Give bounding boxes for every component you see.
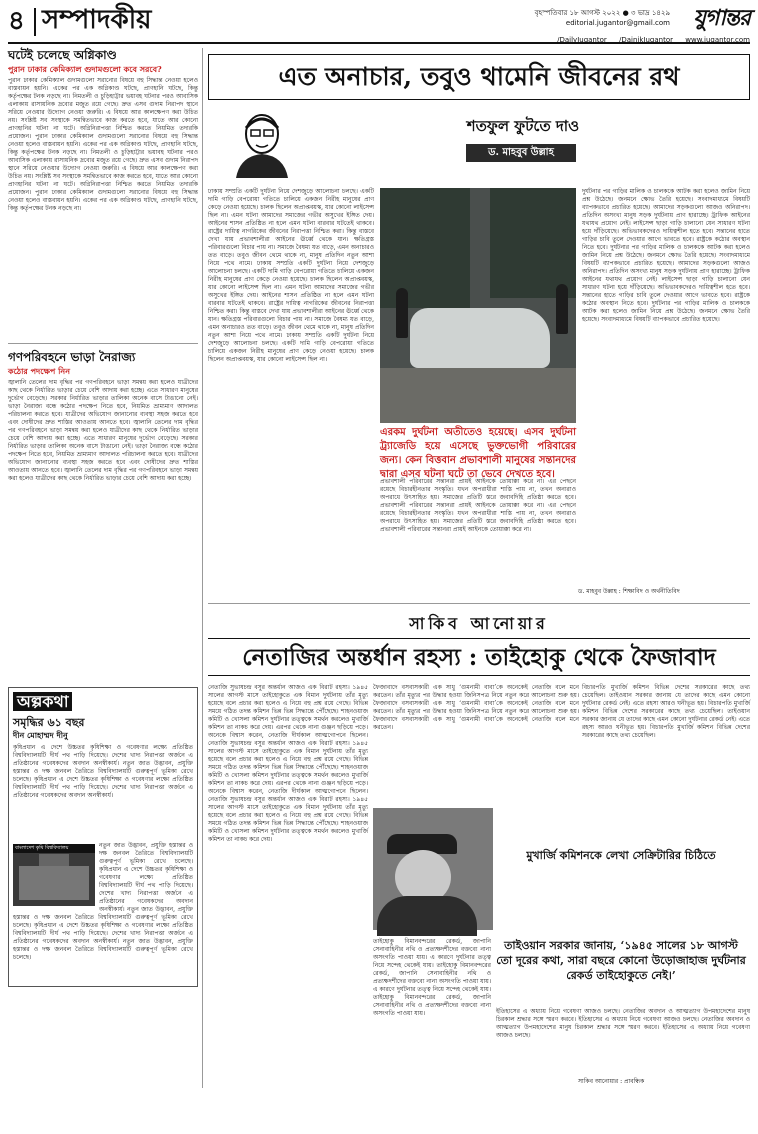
feature-headline: সমৃদ্ধির ৬১ বছর — [13, 716, 85, 729]
editorial-1-subtitle: পুরান ঢাকার কেমিক্যাল গুদামগুলো কবে সরবে? — [8, 64, 162, 74]
social-links — [8, 36, 750, 45]
article-2-column-2-top: ফৈজাবাদে বসবাসকারী এক সাধু ‘গুমনামী বাবা’কে অনেকেই নেতাজি বলে মনে করতেন। তাঁর মৃত্যুর পর উদ্ধার হওয়া জিনিসপত্র নিয়ে নতুন করে আলোচনা শুরু হয়। ফৈজাবাদে বসবাসকারী এক সাধু ‘গুমনামী বাবা’কে অনেকেই নেতাজি বলে মনে করতেন। তাঁর মৃত্যুর পর উদ্ধার হওয়া জিনিসপত্র নিয়ে নতুন করে আলোচনা শুরু হয়। ফৈজাবাদে বসবাসকারী এক সাধু ‘গুমনামী বাবা’কে অনেকেই নেতাজি বলে মনে করতেন। — [373, 684, 579, 731]
damaged-car-shape — [410, 308, 550, 368]
building-shape — [19, 866, 89, 900]
feature-box-title — [13, 692, 193, 712]
accident-photo — [380, 188, 576, 423]
article-1-column-2: প্রভাবশালী পরিবারের সন্তানরা প্রায়ই আইনকে তোয়াক্কা করে না। এর পেছনে রয়েছে বিচারহীনতার সংস্কৃতি। যখন অপরাধীরা শাস্তি পায় না, তখন অন্যরাও অপরাধে উৎসাহিত হয়। সমাজের প্রতিটি স্তরে জবাবদিহি প্রতিষ্ঠা করতে হবে। প্রভাবশালী পরিবারের সন্তানরা প্রায়ই আইনকে তোয়াক্কা করে না। এর পেছনে রয়েছে বিচারহীনতার সংস্কৃতি। যখন অপরাধীরা শাস্তি পায় না, তখন অন্যরাও অপরাধে উৎসাহিত হয়। সমাজের প্রতিটি স্তরে জবাবদিহি প্রতিষ্ঠা করতে হবে। প্রভাবশালী পরিবারের সন্তানরা প্রায়ই আইনকে তোয়াক্কা করে না। — [380, 478, 576, 533]
article-separator — [208, 603, 750, 604]
date-line: বৃহস্পতিবার ১৮ আগস্ট ২০২২ ● ৩ ভাদ্র ১৪২৯ — [534, 9, 670, 17]
second-pull-quote: তাইওয়ান সরকার জানায়, ‘১৯৪৫ সালের ১৮ আগস্ট তো দূরের কথা, সারা বছরে কোনো উড়োজাহাজ দুর্ঘটনার রেকর্ড তাইহোকুতে নেই।’ — [496, 939, 746, 982]
feature-box-title-text: অল্পকথা — [13, 692, 72, 711]
feature-body-1: কৃষিপ্রধান এ দেশে উচ্চতর কৃষিশিক্ষা ও গবেষণার লক্ষ্যে প্রতিষ্ঠিত বিশ্ববিদ্যালয়টি দীর্ঘ পথ পাড়ি দিয়েছে। দেশের খাদ্য নিরাপত্তা অর্জনে এ প্রতিষ্ঠানের গবেষকদের অবদান অনস্বীকার্য। নতুন জাত উদ্ভাবন, প্রযুক্তি হস্তান্তর ও দক্ষ জনবল তৈরিতে বিশ্ববিদ্যালয়টি গুরুত্বপূর্ণ ভূমিকা রেখে চলেছে। কৃষিপ্রধান এ দেশে উচ্চতর কৃষিশিক্ষা ও গবেষণার লক্ষ্যে প্রতিষ্ঠিত বিশ্ববিদ্যালয়টি দীর্ঘ পথ পাড়ি দিয়েছে। দেশের খাদ্য নিরাপত্তা অর্জনে এ প্রতিষ্ঠানের গবেষকদের অবদান অনস্বীকার্য। — [13, 744, 193, 799]
article-2-column-2-bottom: তাইহোকু বিমানবন্দরের রেকর্ড, জাপানি সেনাবাহিনীর নথি ও প্রত্যক্ষদর্শীদের বক্তব্যে নানা অসংগতি পাওয়া যায়। এ কারণে দুর্ঘটনার তত্ত্ব নিয়ে সন্দেহ থেকেই যায়। তাইহোকু বিমানবন্দরের রেকর্ড, জাপানি সেনাবাহিনীর নথি ও প্রত্যক্ষদর্শীদের বক্তব্যে নানা অসংগতি পাওয়া যায়। এ কারণে দুর্ঘটনার তত্ত্ব নিয়ে সন্দেহ থেকেই যায়। তাইহোকু বিমানবন্দরের রেকর্ড, জাপানি সেনাবাহিনীর নথি ও প্রত্যক্ষদর্শীদের বক্তব্যে নানা অসংগতি পাওয়া যায়। — [373, 938, 491, 1017]
author-name-tag: ড. মাহবুব উল্লাহ — [466, 144, 576, 162]
university-photo — [13, 844, 95, 906]
article-2-column-3-bottom: ইতিহাসের এ অধ্যায় নিয়ে গবেষণা আজও চলছে। নেতাজির অবদান ও আত্মত্যাগ উপমহাদেশের মানুষ চিরকাল শ্রদ্ধার সঙ্গে স্মরণ করবে। ইতিহাসের এ অধ্যায় নিয়ে গবেষণা আজও চলছে। নেতাজির অবদান ও আত্মত্যাগ উপমহাদেশের মানুষ চিরকাল শ্রদ্ধার সঙ্গে স্মরণ করবে। ইতিহাসের এ অধ্যায় নিয়ে গবেষণা আজও চলছে। — [496, 1008, 750, 1039]
feature-body-2: নতুন জাত উদ্ভাবন, প্রযুক্তি হস্তান্তর ও দক্ষ জনবল তৈরিতে বিশ্ববিদ্যালয়টি গুরুত্বপূর্ণ ভূমিকা রেখে চলেছে। কৃষিপ্রধান এ দেশে উচ্চতর কৃষিশিক্ষা ও গবেষণার লক্ষ্যে প্রতিষ্ঠিত বিশ্ববিদ্যালয়টি দীর্ঘ পথ পাড়ি দিয়েছে। দেশের খাদ্য নিরাপত্তা অর্জনে এ প্রতিষ্ঠানের গবেষকদের অবদান অনস্বীকার্য। নতুন জাত উদ্ভাবন, প্রযুক্তি হস্তান্তর ও দক্ষ জনবল তৈরিতে বিশ্ববিদ্যালয়টি গুরুত্বপূর্ণ ভূমিকা রেখে চলেছে। কৃষিপ্রধান এ দেশে উচ্চতর কৃষিশিক্ষা ও গবেষণার লক্ষ্যে প্রতিষ্ঠিত বিশ্ববিদ্যালয়টি দীর্ঘ পথ পাড়ি দিয়েছে। দেশের খাদ্য নিরাপত্তা অর্জনে এ প্রতিষ্ঠানের গবেষকদের অবদান অনস্বীকার্য। নতুন জাত উদ্ভাবন, প্রযুক্তি হস্তান্তর ও দক্ষ জনবল তৈরিতে বিশ্ববিদ্যালয়টি গুরুত্বপূর্ণ ভূমিকা রেখে চলেছে। — [13, 842, 193, 961]
editorial-2-title: গণপরিবহনে ভাড়া নৈরাজ্য — [8, 350, 136, 364]
facebook-link[interactable]: /DailyJugantor — [557, 36, 607, 44]
main-article-signoff: ড. মাহবুব উল্লাহ : শিক্ষাবিদ ও অর্থনীতিবিদ — [578, 588, 680, 595]
newspaper-logo: যুগান্তর — [693, 5, 750, 31]
feature-box — [8, 687, 198, 987]
second-article-signoff: সাকিব আনোয়ার : প্রাবন্ধিক — [578, 1078, 645, 1085]
editorial-email[interactable]: editorial.jugantor@gmail.com — [565, 19, 670, 27]
header-meta — [535, 8, 670, 28]
article-2-column-3-top: বিচারপতি মুখার্জি কমিশন বিভিন্ন দেশের সরকারের কাছে তথ্য চেয়েছিল। তাইওয়ান সরকার জানায় যে তাদের কাছে এমন কোনো দুর্ঘটনার রেকর্ড নেই। এতে রহস্য আরও ঘনীভূত হয়। বিচারপতি মুখার্জি কমিশন বিভিন্ন দেশের সরকারের কাছে তথ্য চেয়েছিল। তাইওয়ান সরকার জানায় যে তাদের কাছে এমন কোনো দুর্ঘটনার রেকর্ড নেই। এতে রহস্য আরও ঘনীভূত হয়। বিচারপতি মুখার্জি কমিশন বিভিন্ন দেশের সরকারের কাছে তথ্য চেয়েছিল। — [582, 684, 750, 739]
twitter-link[interactable]: /DainikJugantor — [619, 36, 674, 44]
column-name: শতফুল ফুটতে দাও — [466, 117, 580, 135]
second-quote-intro: মুখার্জি কমিশনকে লেখা সেক্রিটারির চিঠিতে — [526, 849, 716, 862]
column-rule — [8, 343, 198, 344]
section-divider — [34, 8, 36, 36]
second-article-headline: নেতাজির অন্তর্ধান রহস্য : তাইহোকু থেকে ফৈজাবাদ — [208, 638, 750, 676]
photo-coat-shape — [377, 896, 477, 936]
feature-author: দীন মোহাম্মদ দীনু — [13, 730, 68, 740]
column-separator — [202, 48, 203, 1088]
section-title: সম্পাদকীয় — [42, 5, 152, 35]
photo-ground — [380, 368, 576, 423]
article-1-column-1: ঢাকায় সম্প্রতি একটি দুর্ঘটনা নিয়ে দেশজুড়ে আলোচনা চলছে। একটি দামি গাড়ি বেপরোয়া গতিতে চালিয়ে একজন নিরীহ মানুষের প্রাণ কেড়ে নেওয়া হয়েছে। চালক ছিলেন অপ্রাপ্তবয়স্ক, যার কোনো লাইসেন্স ছিল না। এমন ঘটনা আমাদের সমাজের গভীর অসুখের ইঙ্গিত দেয়। আইনের শাসন প্রতিষ্ঠিত না হলে এমন ঘটনা বারবার ঘটতেই থাকবে। রাষ্ট্রের দায়িত্ব নাগরিকের জীবনের নিরাপত্তা নিশ্চিত করা। কিন্তু বাস্তবে দেখা যায় প্রভাবশালীরা আইনের ঊর্ধ্বে থেকে যান। ক্ষতিগ্রস্ত পরিবারগুলো বিচার পায় না। সমাজে বৈষম্য যত বাড়ে, এমন অনাচারও তত বাড়ে। তবুও জীবন থেমে থাকে না, মানুষ প্রতিদিন নতুন আশা নিয়ে পথে নামে। ঢাকায় সম্প্রতি একটি দুর্ঘটনা নিয়ে দেশজুড়ে আলোচনা চলছে। একটি দামি গাড়ি বেপরোয়া গতিতে চালিয়ে একজন নিরীহ মানুষের প্রাণ কেড়ে নেওয়া হয়েছে। চালক ছিলেন অপ্রাপ্তবয়স্ক, যার কোনো লাইসেন্স ছিল না। এমন ঘটনা আমাদের সমাজের গভীর অসুখের ইঙ্গিত দেয়। আইনের শাসন প্রতিষ্ঠিত না হলে এমন ঘটনা বারবার ঘটতেই থাকবে। রাষ্ট্রের দায়িত্ব নাগরিকের জীবনের নিরাপত্তা নিশ্চিত করা। কিন্তু বাস্তবে দেখা যায় প্রভাবশালীরা আইনের ঊর্ধ্বে থেকে যান। ক্ষতিগ্রস্ত পরিবারগুলো বিচার পায় না। সমাজে বৈষম্য যত বাড়ে, এমন অনাচারও তত বাড়ে। তবুও জীবন থেমে থাকে না, মানুষ প্রতিদিন নতুন আশা নিয়ে পথে নামে। ঢাকায় সম্প্রতি একটি দুর্ঘটনা নিয়ে দেশজুড়ে আলোচনা চলছে। একটি দামি গাড়ি বেপরোয়া গতিতে চালিয়ে একজন নিরীহ মানুষের প্রাণ কেড়ে নেওয়া হয়েছে। চালক ছিলেন অপ্রাপ্তবয়স্ক, যার কোনো লাইসেন্স ছিল না। — [208, 188, 375, 363]
editorial-1-title: ঘটেই চলেছে অগ্নিকাণ্ড — [8, 48, 117, 62]
page-number: ৪ — [8, 6, 25, 36]
editorial-2-subtitle: কঠোর পদক্ষেপ নিন — [8, 366, 70, 376]
main-headline: এত অনাচার, তবুও থামেনি জীবনের রথ — [208, 54, 750, 100]
author-portrait — [230, 108, 294, 178]
website-link[interactable]: www.jugantor.com — [685, 36, 750, 44]
second-article-writer: সাকিব আনোয়ার — [409, 614, 549, 633]
editorial-1-body: পুরান ঢাকার কেমিক্যাল গুদামগুলো সরানোর বিষয়ে বহু সিদ্ধান্ত নেওয়া হলেও বাস্তবায়ন হয়নি। একের পর এক অগ্নিকাণ্ড ঘটছে, প্রাণহানি ঘটছে, কিন্তু কর্তৃপক্ষের টনক নড়ছে না। নিমতলী ও চুড়িহাট্টার ভয়াবহ ঘটনার পরও আবাসিক এলাকায় রাসায়নিক দ্রব্যের মজুত রয়ে গেছে। দ্রুত এসব গুদাম নিরাপদ স্থানে সরিয়ে নেওয়ার উদ্যোগ নেওয়া জরুরি। এ বিষয়ে আর কালক্ষেপণ করা উচিত নয়। সংশ্লিষ্ট সব সংস্থাকে সমন্বিতভাবে কাজ করতে হবে, যাতে আর কোনো প্রাণহানির ঘটনা না ঘটে। অগ্নিনিরাপত্তা নিশ্চিত করতে নিয়মিত তদারকি প্রয়োজন। পুরান ঢাকার কেমিক্যাল গুদামগুলো সরানোর বিষয়ে বহু সিদ্ধান্ত নেওয়া হলেও বাস্তবায়ন হয়নি। একের পর এক অগ্নিকাণ্ড ঘটছে, প্রাণহানি ঘটছে, কিন্তু কর্তৃপক্ষের টনক নড়ছে না। নিমতলী ও চুড়িহাট্টার ভয়াবহ ঘটনার পরও আবাসিক এলাকায় রাসায়নিক দ্রব্যের মজুত রয়ে গেছে। দ্রুত এসব গুদাম নিরাপদ স্থানে সরিয়ে নেওয়ার উদ্যোগ নেওয়া জরুরি। এ বিষয়ে আর কালক্ষেপণ করা উচিত নয়। সংশ্লিষ্ট সব সংস্থাকে সমন্বিতভাবে কাজ করতে হবে, যাতে আর কোনো প্রাণহানির ঘটনা না ঘটে। অগ্নিনিরাপত্তা নিশ্চিত করতে নিয়মিত তদারকি প্রয়োজন। পুরান ঢাকার কেমিক্যাল গুদামগুলো সরানোর বিষয়ে বহু সিদ্ধান্ত নেওয়া হলেও বাস্তবায়ন হয়নি। একের পর এক অগ্নিকাণ্ড ঘটছে, প্রাণহানি ঘটছে, কিন্তু কর্তৃপক্ষের টনক নড়ছে না। — [8, 77, 199, 212]
editorial-2-body: জ্বালানি তেলের দাম বৃদ্ধির পর গণপরিবহনে ভাড়া সমন্বয় করা হলেও যাত্রীদের কাছ থেকে নির্ধারিত ভাড়ার চেয়ে বেশি আদায় করা হচ্ছে। এতে সাধারণ মানুষের দুর্ভোগ বেড়েছে। সরকার নির্ধারিত ভাড়ার তালিকা অনেক বাসে টাঙানো নেই। ভাড়া নৈরাজ্য বন্ধে কঠোর পদক্ষেপ নিতে হবে, নিয়মিত ভ্রাম্যমাণ আদালত পরিচালনা করতে হবে। যাত্রীদের অভিযোগ জানানোর ব্যবস্থা সহজ করতে হবে এবং দোষীদের দ্রুত শাস্তির আওতায় আনতে হবে। জ্বালানি তেলের দাম বৃদ্ধির পর গণপরিবহনে ভাড়া সমন্বয় করা হলেও যাত্রীদের কাছ থেকে নির্ধারিত ভাড়ার চেয়ে বেশি আদায় করা হচ্ছে। এতে সাধারণ মানুষের দুর্ভোগ বেড়েছে। সরকার নির্ধারিত ভাড়ার তালিকা অনেক বাসে টাঙানো নেই। ভাড়া নৈরাজ্য বন্ধে কঠোর পদক্ষেপ নিতে হবে, নিয়মিত ভ্রাম্যমাণ আদালত পরিচালনা করতে হবে। যাত্রীদের অভিযোগ জানানোর ব্যবস্থা সহজ করতে হবে এবং দোষীদের দ্রুত শাস্তির আওতায় আনতে হবে। জ্বালানি তেলের দাম বৃদ্ধির পর গণপরিবহনে ভাড়া সমন্বয় করা হলেও যাত্রীদের কাছ থেকে নির্ধারিত ভাড়ার চেয়ে বেশি আদায় করা হচ্ছে। — [8, 379, 198, 482]
university-photo-caption: বাংলাদেশ কৃষি বিশ্ববিদ্যালয় — [13, 844, 95, 853]
netaji-photo — [373, 808, 493, 930]
left-column — [8, 48, 198, 1088]
main-pull-quote: এরকম দুর্ঘটনা অতীতেও হয়েছে। এসব দুর্ঘটনা ট্র্যাজেডি হয়ে এসেছে ভুক্তভোগী পরিবারের জন্য। কেন বিত্তবান প্রভাবশালী মানুষের সন্তানদের দ্বারা এসব ঘটনা ঘটে তা ভেবে দেখতে হবে। — [380, 427, 576, 480]
article-1-column-3: দুর্ঘটনার পর গাড়ির মালিক ও চালককে আটক করা হলেও জামিন নিয়ে প্রশ্ন উঠেছে। জনমনে ক্ষোভ তৈরি হয়েছে। সংবাদমাধ্যমে বিষয়টি ব্যাপকভাবে প্রচারিত হয়েছে। আমাদের সড়কগুলো আজও অনিরাপদ। প্রতিদিন অসংখ্য মানুষ সড়ক দুর্ঘটনায় প্রাণ হারাচ্ছে। ট্রাফিক আইনের যথাযথ প্রয়োগ নেই। লাইসেন্স ছাড়া গাড়ি চালানো যেন সাধারণ ঘটনা হয়ে দাঁড়িয়েছে। অভিভাবকদেরও দায়িত্বশীল হতে হবে। সন্তানের হাতে গাড়ির চাবি তুলে দেওয়ার আগে ভাবতে হবে। রাষ্ট্রকে কঠোর অবস্থান নিতে হবে। দুর্ঘটনার পর গাড়ির মালিক ও চালককে আটক করা হলেও জামিন নিয়ে প্রশ্ন উঠেছে। জনমনে ক্ষোভ তৈরি হয়েছে। সংবাদমাধ্যমে বিষয়টি ব্যাপকভাবে প্রচারিত হয়েছে। আমাদের সড়কগুলো আজও অনিরাপদ। প্রতিদিন অসংখ্য মানুষ সড়ক দুর্ঘটনায় প্রাণ হারাচ্ছে। ট্রাফিক আইনের যথাযথ প্রয়োগ নেই। লাইসেন্স ছাড়া গাড়ি চালানো যেন সাধারণ ঘটনা হয়ে দাঁড়িয়েছে। অভিভাবকদেরও দায়িত্বশীল হতে হবে। সন্তানের হাতে গাড়ির চাবি তুলে দেওয়ার আগে ভাবতে হবে। রাষ্ট্রকে কঠোর অবস্থান নিতে হবে। দুর্ঘটনার পর গাড়ির মালিক ও চালককে আটক করা হলেও জামিন নিয়ে প্রশ্ন উঠেছে। জনমনে ক্ষোভ তৈরি হয়েছে। সংবাদমাধ্যমে বিষয়টি ব্যাপকভাবে প্রচারিত হয়েছে। — [582, 188, 750, 323]
article-2-column-1: নেতাজি সুভাষচন্দ্র বসুর অন্তর্ধান আজও এক বিরাট রহস্য। ১৯৪৫ সালের আগস্ট মাসে তাইহোকুতে এক বিমান দুর্ঘটনায় তাঁর মৃত্যু হয়েছে বলে প্রচার করা হলেও এ নিয়ে বহু প্রশ্ন রয়ে গেছে। বিভিন্ন সময়ে গঠিত তদন্ত কমিশন ভিন্ন ভিন্ন সিদ্ধান্তে পৌঁছেছে। শাহনওয়াজ কমিটি ও খোসলা কমিশন দুর্ঘটনার তত্ত্বকে সমর্থন করলেও মুখার্জি কমিশন তা নাকচ করে দেয়। এরপর থেকে নানা গুঞ্জন ছড়িয়ে পড়ে। অনেকে বিশ্বাস করেন, নেতাজি দীর্ঘকাল আত্মগোপনে ছিলেন। নেতাজি সুভাষচন্দ্র বসুর অন্তর্ধান আজও এক বিরাট রহস্য। ১৯৪৫ সালের আগস্ট মাসে তাইহোকুতে এক বিমান দুর্ঘটনায় তাঁর মৃত্যু হয়েছে বলে প্রচার করা হলেও এ নিয়ে বহু প্রশ্ন রয়ে গেছে। বিভিন্ন সময়ে গঠিত তদন্ত কমিশন ভিন্ন ভিন্ন সিদ্ধান্তে পৌঁছেছে। শাহনওয়াজ কমিটি ও খোসলা কমিশন দুর্ঘটনার তত্ত্বকে সমর্থন করলেও মুখার্জি কমিশন তা নাকচ করে দেয়। এরপর থেকে নানা গুঞ্জন ছড়িয়ে পড়ে। অনেকে বিশ্বাস করেন, নেতাজি দীর্ঘকাল আত্মগোপনে ছিলেন। নেতাজি সুভাষচন্দ্র বসুর অন্তর্ধান আজও এক বিরাট রহস্য। ১৯৪৫ সালের আগস্ট মাসে তাইহোকুতে এক বিমান দুর্ঘটনায় তাঁর মৃত্যু হয়েছে বলে প্রচার করা হলেও এ নিয়ে বহু প্রশ্ন রয়ে গেছে। বিভিন্ন সময়ে গঠিত তদন্ত কমিশন ভিন্ন ভিন্ন সিদ্ধান্তে পৌঁছেছে। শাহনওয়াজ কমিটি ও খোসলা কমিশন দুর্ঘটনার তত্ত্বকে সমর্থন করলেও মুখার্জি কমিশন তা নাকচ করে দেয়। — [208, 684, 368, 843]
